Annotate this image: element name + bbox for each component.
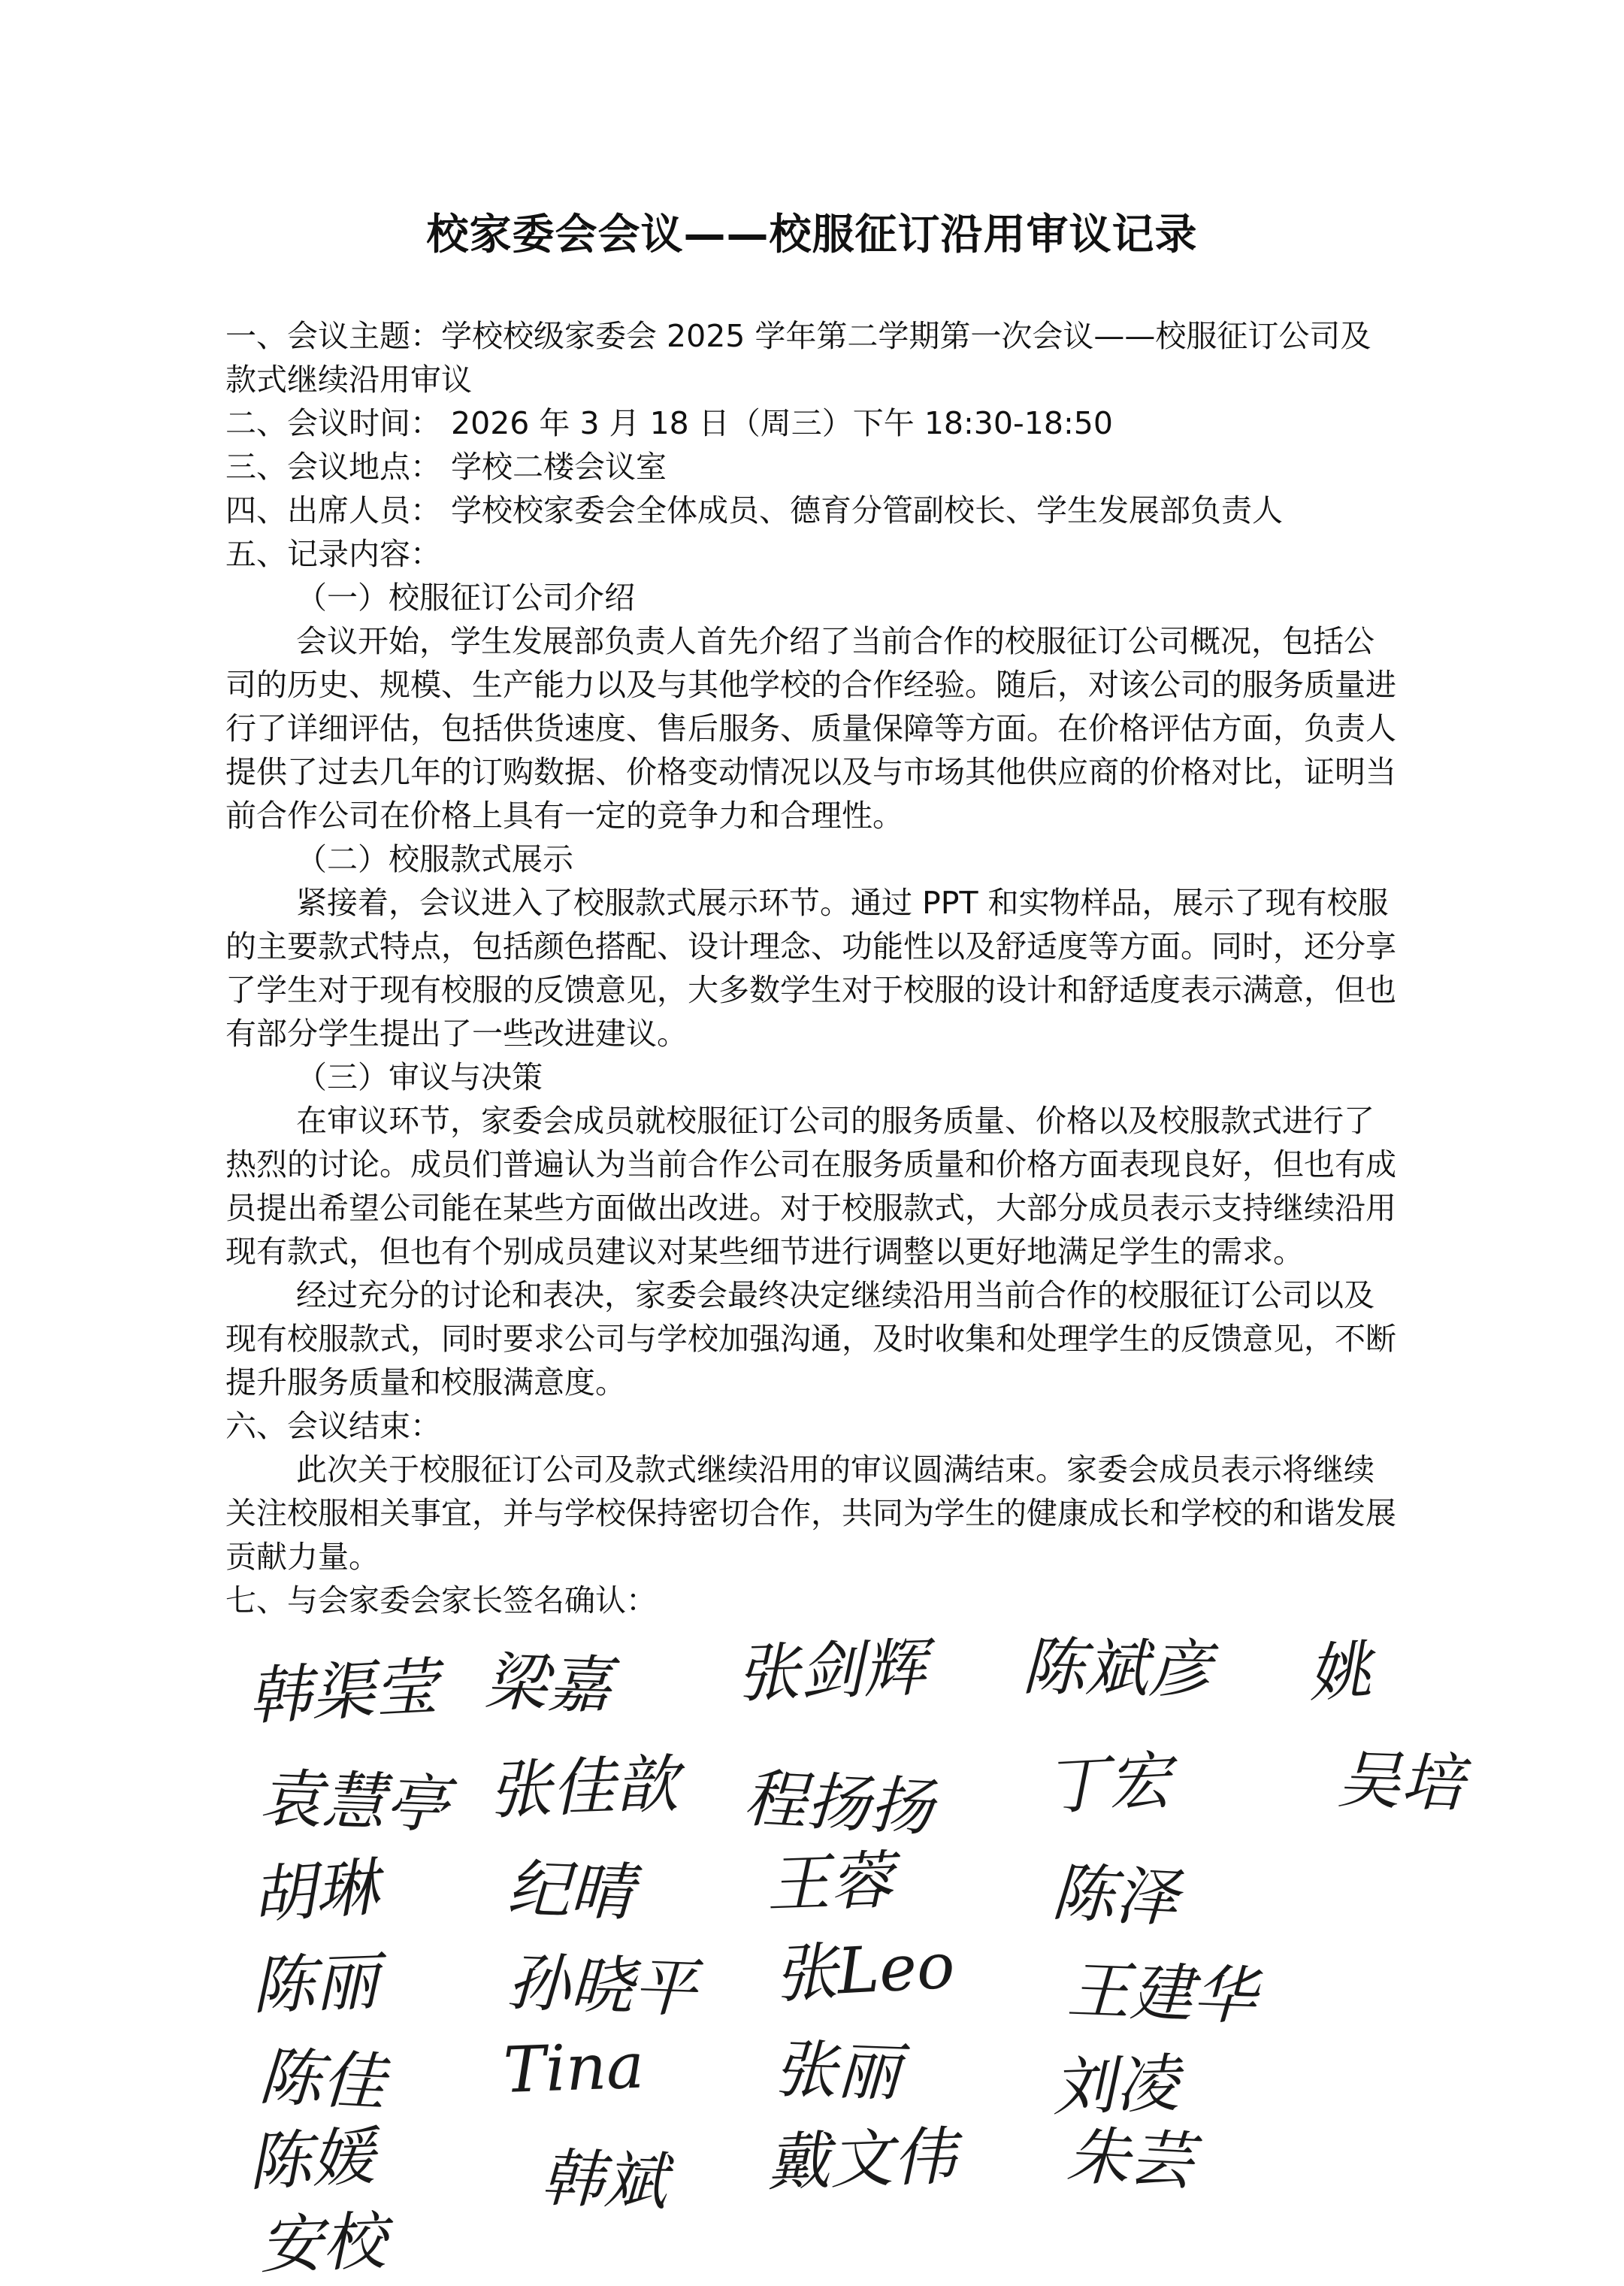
- signature: 陈斌彦: [1021, 1630, 1212, 1707]
- signature: 程扬扬: [742, 1761, 935, 1845]
- signature: 朱芸: [1065, 2118, 1196, 2199]
- signature: 刘凌: [1051, 2046, 1180, 2124]
- signature: Tina: [502, 2028, 646, 2107]
- meeting-time: 二、会议时间： 2026 年 3 月 18 日（周三）下午 18:30-18:50: [225, 405, 1113, 441]
- signature: 张佳歆: [487, 1747, 679, 1827]
- signature: 胡琳: [249, 1850, 381, 1933]
- signature: 安校: [258, 2204, 387, 2282]
- paragraph-style: 紧接着，会议进入了校服款式展示环节。通过 PPT 和实物样品，展示了现有校服的主要款式特点，包括颜色搭配、设计理念、功能性以及舒适度等方面。同时，还分享了学生对于现有校服的反馈意见，大多数学生对于校服的设计和舒适度表示满意，但也有部分学生提出了一些改进建议。: [225, 885, 1396, 1052]
- record-heading: 五、记录内容：: [225, 536, 441, 572]
- signature: 吴培: [1336, 1743, 1465, 1821]
- signature: 戴文伟: [765, 2119, 957, 2200]
- signature: 孙晓平: [506, 1945, 698, 2026]
- subheading-style: （二）校服款式展示: [296, 841, 573, 877]
- signature: 纪晴: [506, 1852, 635, 1930]
- signature: 陈佳: [257, 2039, 388, 2120]
- signature: 张剑辉: [735, 1630, 927, 1711]
- signature: 王建华: [1066, 1953, 1258, 2033]
- meeting-location: 三、会议地点： 学校二楼会议室: [225, 449, 667, 485]
- signature: 陈泽: [1050, 1855, 1181, 1936]
- paragraph-company: 会议开始，学生发展部负责人首先介绍了当前合作的校服征订公司概况，包括公司的历史、规模、生产能力以及与其他学校的合作经验。随后，对该公司的服务质量进行了详细评估，包括供货速度、售后服务、质量保障等方面。在价格评估方面，负责人提供了过去几年的订购数据、价格变动情况以及与市场其他供应商的价格对比，证明当前合作公司在价格上具有一定的竞争力和合理性。: [225, 623, 1396, 834]
- signature: 王蓉: [765, 1843, 894, 1921]
- document-title: 校家委会会议——校服征订沿用审议记录: [426, 210, 1198, 259]
- subheading-decision: （三）审议与决策: [296, 1059, 543, 1095]
- signature: 韩斌: [540, 2141, 669, 2219]
- signature: 姚: [1305, 1633, 1374, 1711]
- signature: 袁慧亭: [258, 1761, 450, 1842]
- signature: 梁嘉: [483, 1645, 612, 1723]
- signature: 韩渠莹: [246, 1649, 440, 1733]
- paragraph-review: 在审议环节，家委会成员就校服征订公司的服务质量、价格以及校服款式进行了热烈的讨论。成员们普遍认为当前合作公司在服务质量和价格方面表现良好，但也有成员提出希望公司能在某些方面做出改进。对于校服款式，大部分成员表示支持继续沿用现有款式，但也有个别成员建议对某些细节进行调整以更好地满足学生的需求。: [225, 1103, 1396, 1270]
- subheading-company: （一）校服征订公司介绍: [296, 580, 635, 616]
- signature: 张Leo: [772, 1928, 957, 2012]
- meeting-attendees: 四、出席人员： 学校校家委会全体成员、德育分管副校长、学生发展部负责人: [225, 492, 1284, 528]
- signature: 张丽: [773, 2032, 902, 2110]
- meeting-topic: 一、会议主题：学校校级家委会 2025 学年第二学期第一次会议——校服征订公司及款式继续沿用审议: [225, 318, 1371, 398]
- signature: 丁宏: [1042, 1743, 1173, 1824]
- paragraph-end: 此次关于校服征订公司及款式继续沿用的审议圆满结束。家委会成员表示将继续关注校服相关事宜，并与学校保持密切合作，共同为学生的健康成长和学校的和谐发展贡献力量。: [225, 1452, 1396, 1575]
- signature-heading: 七、与会家委会家长签名确认：: [225, 1582, 657, 1618]
- signature: 陈丽: [250, 1945, 380, 2023]
- signature-area: [225, 1616, 1474, 2282]
- signature: 陈媛: [246, 2119, 377, 2200]
- document-body: [225, 314, 1398, 1622]
- paragraph-decision: 经过充分的讨论和表决，家委会最终决定继续沿用当前合作的校服征订公司以及现有校服款式，同时要求公司与学校加强沟通，及时收集和处理学生的反馈意见，不断提升服务质量和校服满意度。: [225, 1277, 1396, 1400]
- meeting-end-heading: 六、会议结束：: [225, 1408, 441, 1444]
